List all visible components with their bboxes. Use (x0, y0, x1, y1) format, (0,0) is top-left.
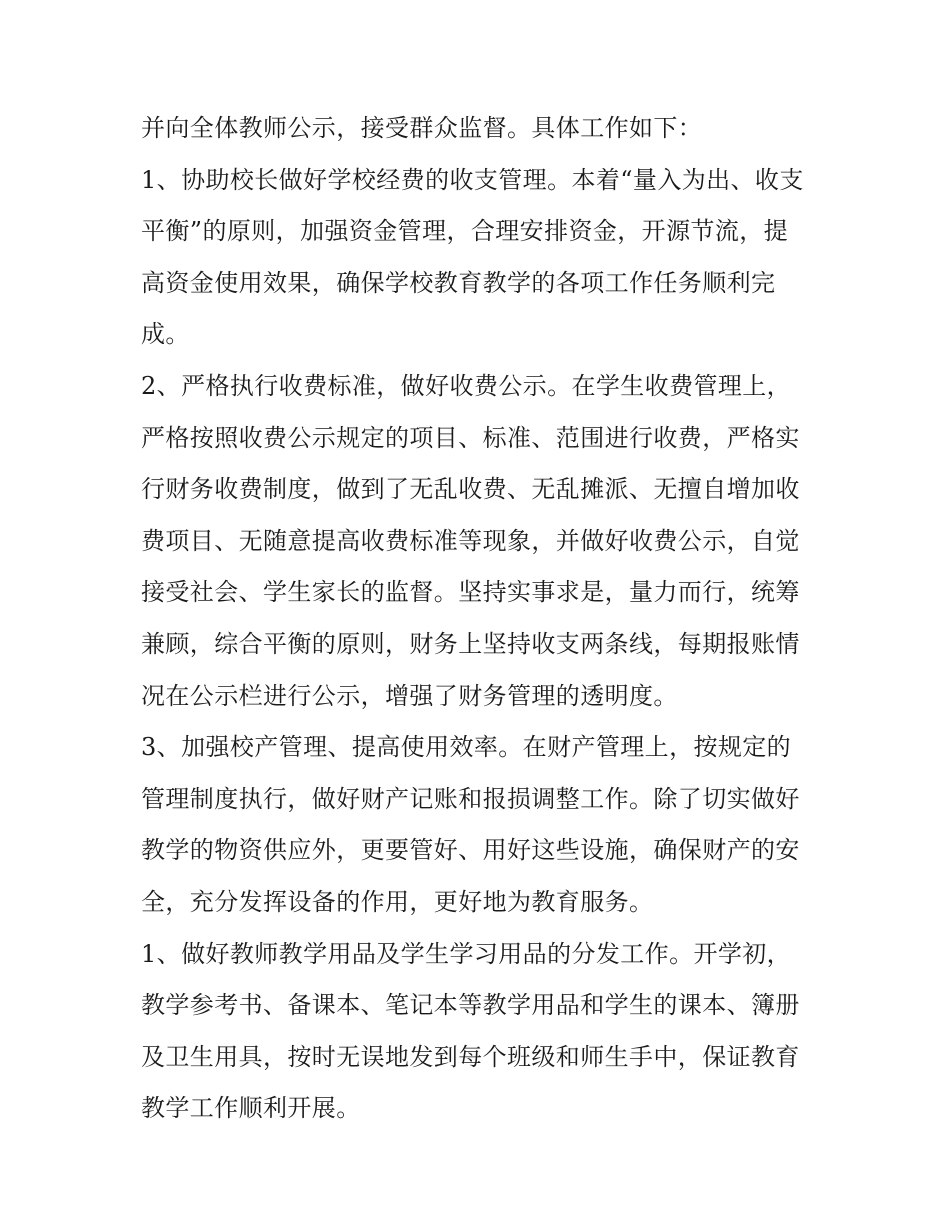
text-line: 1、协助校长做好学校经费的收支管理。本着“量入为出、收支 (141, 165, 804, 194)
text-line: 行财务收费制度，做到了无乱收费、无乱摊派、无擅自增加收 (141, 475, 800, 504)
text-line: 管理制度执行，做好财产记账和报损调整工作。除了切实做好 (141, 784, 800, 813)
text-line: 严格按照收费公示规定的项目、标准、范围进行收费，严格实 (141, 423, 800, 452)
text-line: 兼顾，综合平衡的原则，财务上坚持收支两条线，每期报账情 (141, 629, 800, 658)
text-line: 教学工作顺利开展。 (141, 1094, 361, 1123)
text-line: 高资金使用效果，确保学校教育教学的各项工作任务顺利完 (141, 268, 776, 297)
text-line: 平衡”的原则，加强资金管理，合理安排资金，开源节流，提 (141, 217, 789, 246)
text-line: 2、严格执行收费标准，做好收费公示。在学生收费管理上， (141, 371, 792, 400)
text-line: 教学的物资供应外，更要管好、用好这些设施，确保财产的安 (141, 836, 800, 865)
text-line: 1、做好教师教学用品及学生学习用品的分发工作。开学初， (141, 939, 792, 968)
text-line: 况在公示栏进行公示，增强了财务管理的透明度。 (141, 681, 678, 710)
document-body (141, 103, 821, 1135)
text-line: 成。 (141, 320, 190, 349)
text-line: 费项目、无随意提高收费标准等现象，并做好收费公示，自觉 (141, 526, 800, 555)
text-line: 接受社会、学生家长的监督。坚持实事求是，量力而行，统筹 (141, 578, 800, 607)
text-line: 并向全体教师公示，接受群众监督。具体工作如下： (141, 114, 703, 142)
text-line: 及卫生用具，按时无误地发到每个班级和师生手中，保证教育 (141, 1042, 800, 1071)
text-line: 教学参考书、备课本、笔记本等教学用品和学生的课本、簿册 (141, 991, 800, 1020)
text-line: 全，充分发挥设备的作用，更好地为教育服务。 (141, 887, 654, 916)
text-line: 3、加强校产管理、提高使用效率。在财产管理上，按规定的 (141, 733, 792, 762)
